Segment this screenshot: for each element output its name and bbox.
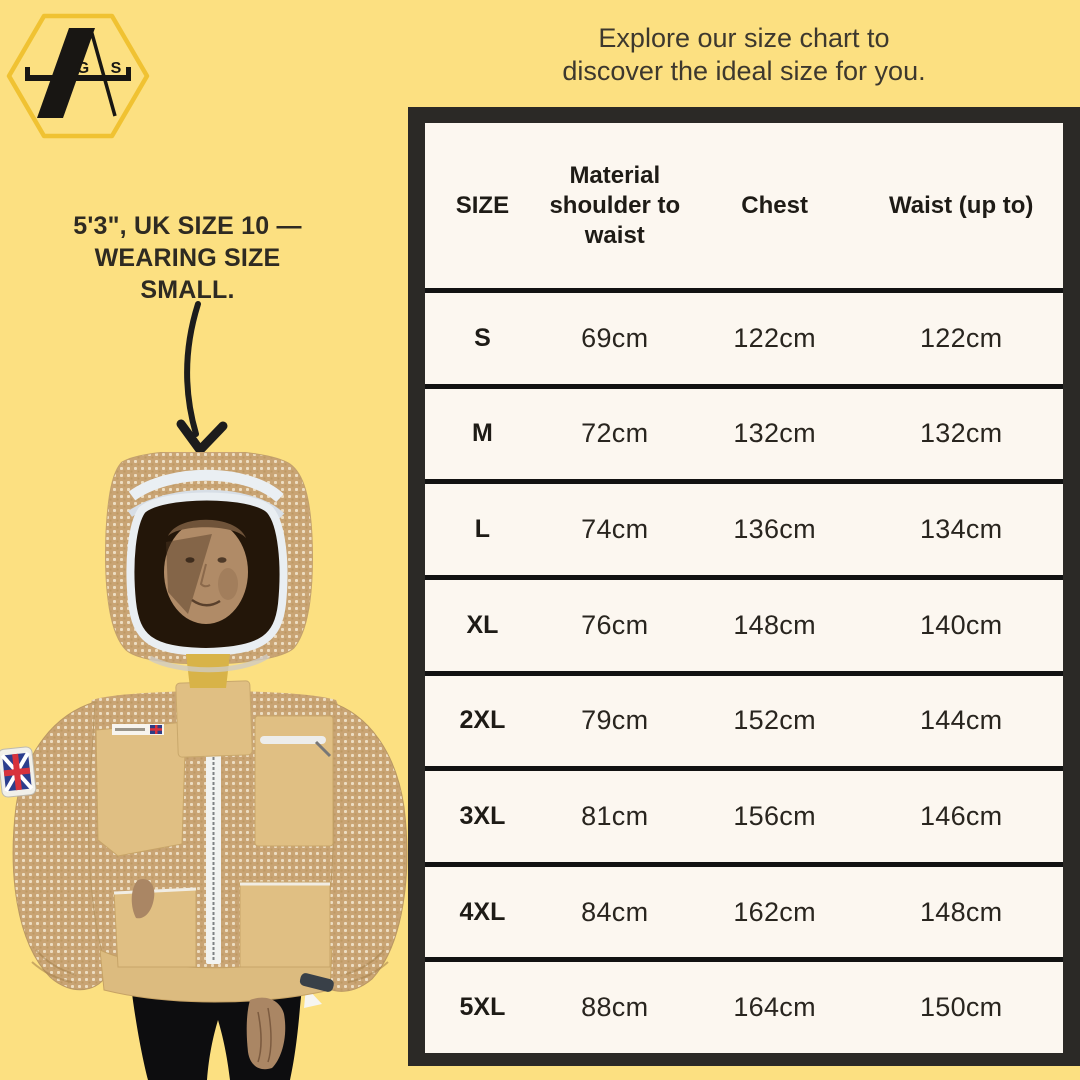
material-cell: 84cm bbox=[581, 896, 649, 927]
caption-line1: 5'3", UK SIZE 10 — bbox=[73, 212, 302, 240]
size-chart-table bbox=[425, 123, 1063, 1053]
size-cell: M bbox=[472, 419, 493, 448]
size-chart-frame bbox=[408, 107, 1080, 1066]
waist-cell: 148cm bbox=[919, 896, 1003, 927]
table-row-xl bbox=[425, 575, 1063, 671]
waist-cell: 146cm bbox=[919, 800, 1003, 831]
size-cell: XL bbox=[466, 610, 499, 639]
table-row-4xl bbox=[425, 862, 1063, 958]
material-cell: 76cm bbox=[581, 609, 649, 640]
size-cell: 3XL bbox=[459, 801, 506, 830]
face bbox=[164, 520, 248, 624]
waist-cell: 144cm bbox=[919, 705, 1003, 736]
model-caption bbox=[50, 210, 325, 306]
column-header-size: SIZE bbox=[455, 191, 510, 219]
column-header-chest: Chest bbox=[741, 191, 808, 219]
size-cell: S bbox=[474, 323, 491, 352]
chest-cell: 148cm bbox=[733, 609, 816, 640]
chest-pocket-right bbox=[255, 716, 333, 846]
logo-monogram-a bbox=[25, 28, 131, 118]
chest-cell: 122cm bbox=[733, 322, 816, 353]
caption-line2: WEARING SIZE bbox=[94, 244, 281, 272]
table-row-5xl bbox=[425, 957, 1063, 1053]
chest-cell: 164cm bbox=[733, 992, 816, 1023]
fencing-veil-hood bbox=[106, 452, 313, 688]
waist-cell: 122cm bbox=[919, 322, 1003, 353]
size-cell: 2XL bbox=[459, 706, 506, 735]
caption-line3: SMALL. bbox=[140, 276, 235, 304]
waist-cell: 140cm bbox=[919, 609, 1003, 640]
chest-cell: 156cm bbox=[733, 800, 816, 831]
waist-cell: 150cm bbox=[919, 992, 1003, 1023]
union-jack-patch bbox=[0, 746, 36, 797]
chest-cell: 162cm bbox=[733, 896, 816, 927]
table-header-row bbox=[425, 123, 1063, 288]
chest-cell: 132cm bbox=[733, 418, 816, 449]
column-header-material: Material shoulder to waist bbox=[549, 161, 681, 249]
table-row-s bbox=[425, 288, 1063, 384]
table-row-2xl bbox=[425, 671, 1063, 767]
table-row-m bbox=[425, 384, 1063, 480]
model-photo bbox=[0, 452, 420, 1080]
material-cell: 81cm bbox=[581, 800, 649, 831]
material-cell: 69cm bbox=[581, 322, 649, 353]
brand-label bbox=[112, 724, 164, 735]
chest-cell: 152cm bbox=[733, 705, 816, 736]
logo-letter-s: S bbox=[110, 60, 122, 77]
chest-cell: 136cm bbox=[733, 514, 816, 545]
arrow-down-icon bbox=[168, 300, 238, 460]
table-row-3xl bbox=[425, 766, 1063, 862]
table-row-l bbox=[425, 479, 1063, 575]
tagline-line1: Explore our size chart to bbox=[598, 23, 890, 53]
tagline bbox=[408, 22, 1080, 88]
size-cell: L bbox=[474, 515, 491, 544]
waist-cell: 134cm bbox=[919, 514, 1003, 545]
chest-pocket-left bbox=[96, 722, 186, 856]
column-header-waist: Waist (up to) bbox=[889, 191, 1034, 219]
material-cell: 74cm bbox=[581, 514, 649, 545]
logo-letter-g: G bbox=[76, 60, 90, 77]
material-cell: 79cm bbox=[581, 705, 649, 736]
material-cell: 72cm bbox=[581, 418, 649, 449]
waist-cell: 132cm bbox=[919, 418, 1003, 449]
tagline-line2: discover the ideal size for you. bbox=[562, 56, 926, 86]
brand-logo bbox=[4, 6, 152, 146]
lower-pocket-right bbox=[240, 882, 330, 967]
chin-flap bbox=[176, 681, 253, 758]
material-cell: 88cm bbox=[581, 992, 649, 1023]
lower-pocket-left bbox=[114, 888, 196, 967]
size-cell: 4XL bbox=[459, 897, 506, 926]
size-cell: 5XL bbox=[459, 993, 506, 1022]
